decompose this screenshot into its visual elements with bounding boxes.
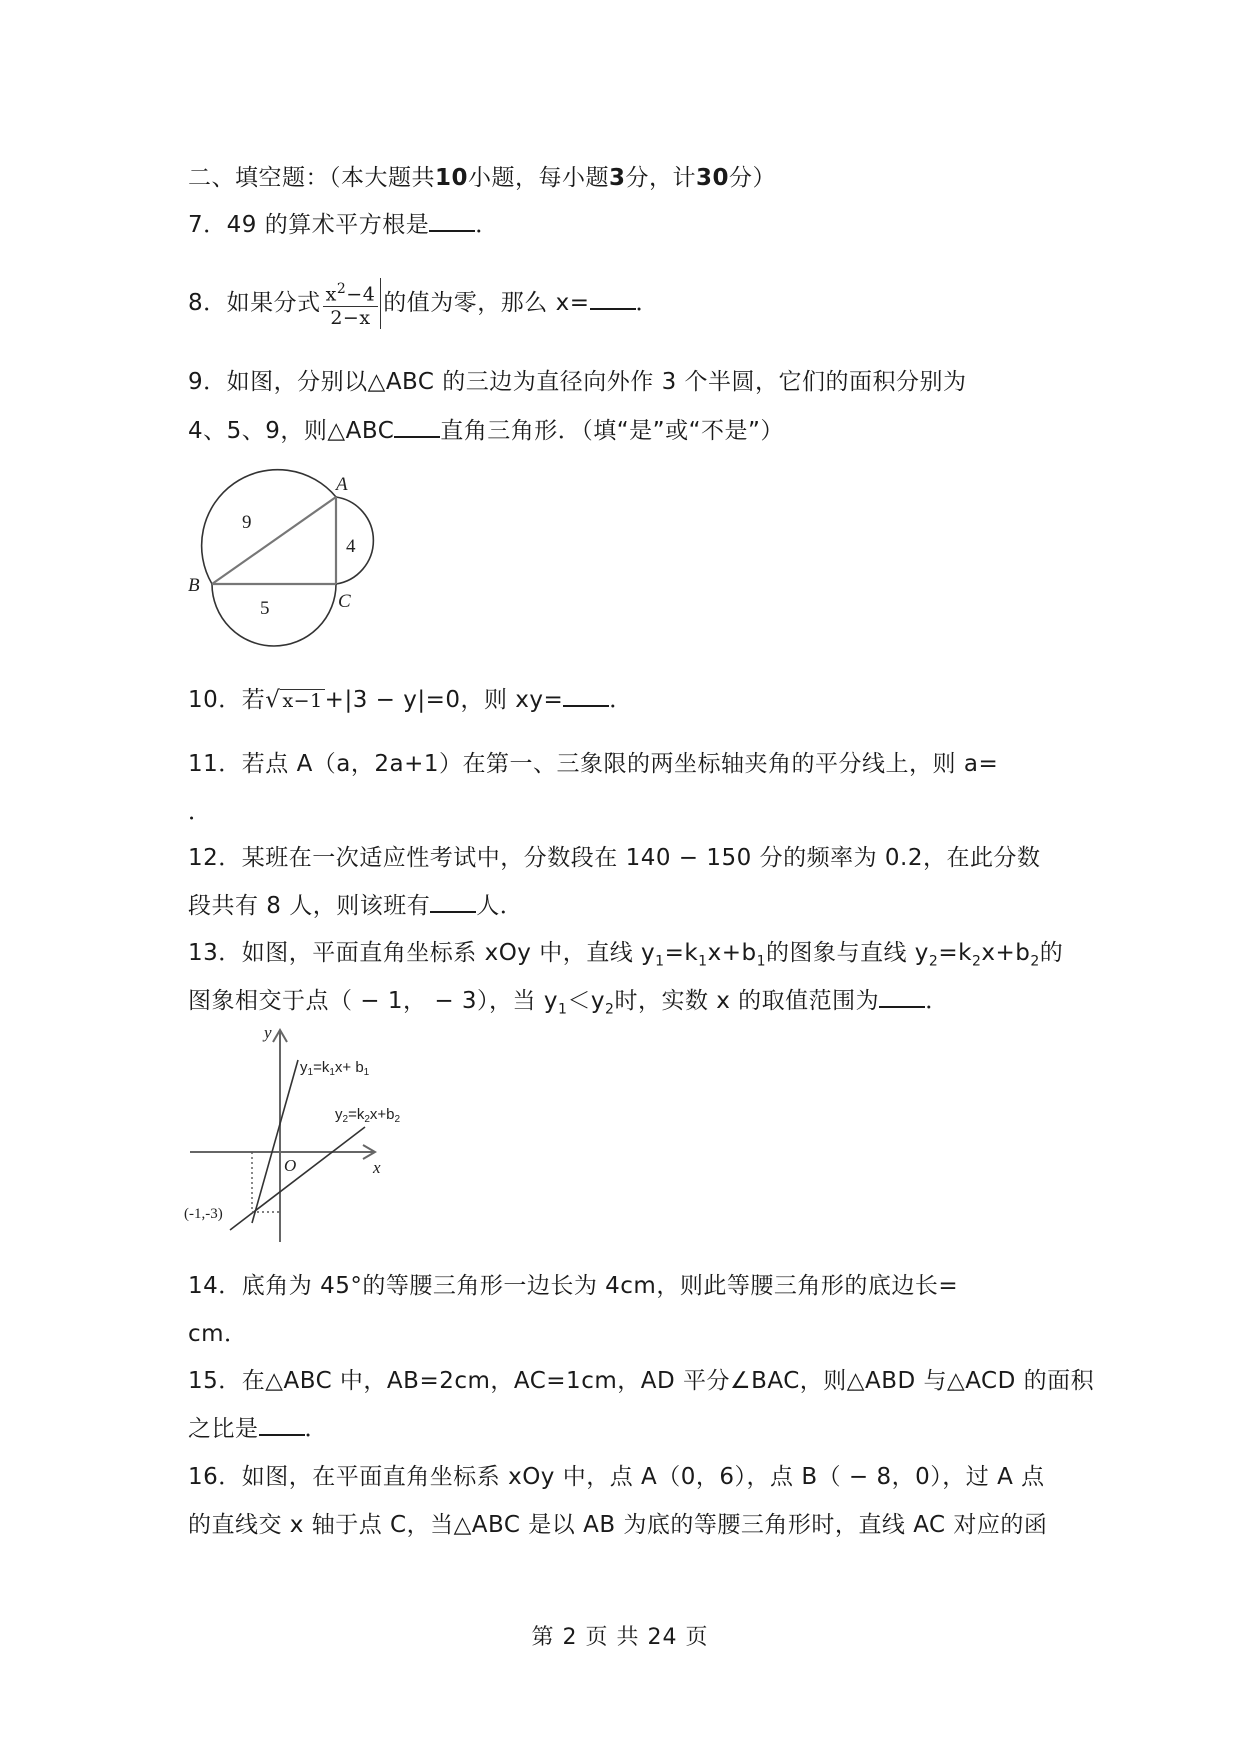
question-9-line-2 [188,416,1050,446]
question-10 [188,685,1050,716]
answer-blank [563,685,609,707]
section-header [188,163,1050,193]
points-total: 30 [696,165,730,191]
question-end: ． [635,290,659,316]
question-14-line-2 [188,1319,1050,1349]
subscript: 2 [1030,953,1040,970]
numerator-base: x [325,283,337,306]
linear-functions-graph [180,1020,430,1250]
question-12-line-1 [188,843,1050,873]
numerator-exponent: 2 [336,281,347,298]
section-note: 分，计 [625,165,697,191]
question-9-line-1 [188,367,1050,397]
question-16-line-2 [188,1510,1050,1540]
question-text: 15．在△ABC 中，AB=2cm，AC=1cm，AD 平分∠BAC，则△ABD 与△ACD 的面积 [188,1368,1095,1394]
area-label-4: 4 [346,536,356,557]
question-text: 12．某班在一次适应性考试中，分数段在 140 − 150 分的频率为 0.2，在此分数 [188,845,1041,871]
question-15-line-2 [188,1414,1050,1444]
question-text: x+b [707,940,757,966]
page-footer: 第 2 页 共 24 页 [531,1625,709,1650]
question-text: cm． [188,1321,248,1347]
points-each: 3 [609,165,626,191]
question-12-line-2 [188,891,1050,921]
question-text: 8．如果分式 [188,290,321,316]
question-count: 10 [435,165,469,191]
question-text: 人． [476,893,524,919]
question-text: 之比是 [188,1416,259,1442]
subscript: 2 [971,953,982,970]
question-text: =k [664,940,699,966]
area-label-9: 9 [242,512,252,533]
question-7 [188,210,1050,240]
line-y1 [252,1060,298,1223]
semicircles-triangle-figure [180,450,410,660]
question-text: 11．若点 A（a，2a+1）在第一、三象限的两坐标轴夹角的平分线上，则 a= [188,751,999,777]
question-text: 段共有 8 人，则该班有 [188,893,431,919]
numerator-rest: −4 [346,283,376,306]
subscript: 2 [928,953,939,970]
question-text: =k [938,940,972,966]
side-ab [212,497,336,584]
question-text: 的 [1039,940,1064,966]
answer-blank [259,1414,305,1436]
x-axis-label: x [373,1158,381,1177]
question-text: 的图象与直线 y [765,940,929,966]
square-root: √ x−1 [265,687,323,713]
question-end: ． [304,1416,328,1442]
question-text: x+b [981,940,1031,966]
denominator: 2−x [330,306,371,329]
question-text: 的直线交 x 轴于点 C，当△ABC 是以 AB 为底的等腰三角形时，直线 AC 对应的函 [188,1512,1048,1538]
question-text: ＜y [567,988,606,1014]
vertex-b-label: B [188,575,200,596]
question-text: 时，实数 x 的取值范围为 [614,988,880,1014]
question-text: 直角三角形．（填“是”或“不是”） [440,418,784,444]
question-8 [188,278,1050,329]
origin-label: O [284,1156,297,1175]
question-end: ． [188,799,212,825]
question-end: ． [609,687,633,713]
question-11-line-1 [188,749,1050,779]
question-14-line-1 [188,1271,1050,1301]
answer-blank [590,288,636,310]
answer-blank [879,986,925,1008]
subscript: 1 [756,953,766,970]
question-text: 16．如图，在平面直角坐标系 xOy 中，点 A（0，6），点 B（ − 8，0），过 A 点 [188,1464,1045,1490]
line-y2 [230,1127,365,1230]
question-end: ． [475,212,499,238]
subscript: 1 [557,1001,568,1018]
y-axis-label: y [264,1023,272,1042]
fraction [323,278,382,328]
answer-blank [394,416,440,438]
question-text: 的值为零，那么 x= [383,290,590,316]
question-text: 7．49 的算术平方根是 [188,212,430,238]
question-11-line-2 [188,797,1050,827]
answer-blank [430,891,476,913]
question-text: 14．底角为 45°的等腰三角形一边长为 4cm，则此等腰三角形的底边长= [188,1273,959,1299]
question-text: 13．如图，平面直角坐标系 xOy 中，直线 y [188,940,656,966]
section-note: 小题，每小题 [468,165,610,191]
subscript: 1 [698,953,708,970]
question-13-line-1 [188,938,1064,977]
line-y1-label: $y_1=k_1x+ b_1$ [300,1059,370,1078]
section-note: （本大题共 [329,165,435,191]
radicand: x−1 [282,690,323,712]
question-text: 10．若 [188,687,266,713]
intersection-label: (-1,-3) [184,1206,223,1222]
vertex-a-label: A [336,474,348,495]
question-text: 图象相交于点（ − 1， − 3），当 y [188,988,558,1014]
question-13-line-2 [188,986,1050,1025]
question-15-line-1 [188,1366,1095,1396]
question-text: 9．如图，分别以△ABC 的三边为直径向外作 3 个半圆，它们的面积分别为 [188,369,967,395]
section-title: 二、填空题： [188,165,329,191]
vertex-c-label: C [338,591,351,612]
subscript: 2 [605,1001,615,1018]
question-text: 4、5、9，则△ABC [188,418,395,444]
question-text: +|3 − y|=0，则 xy= [324,687,564,713]
question-end: ． [925,988,949,1014]
subscript: 1 [655,953,665,970]
area-label-5: 5 [260,598,270,619]
answer-blank [429,210,475,232]
question-16-line-1 [188,1462,1050,1492]
section-note: 分） [729,165,777,191]
line-y2-label: $y_2=k_2x+b_2$ [335,1106,401,1125]
